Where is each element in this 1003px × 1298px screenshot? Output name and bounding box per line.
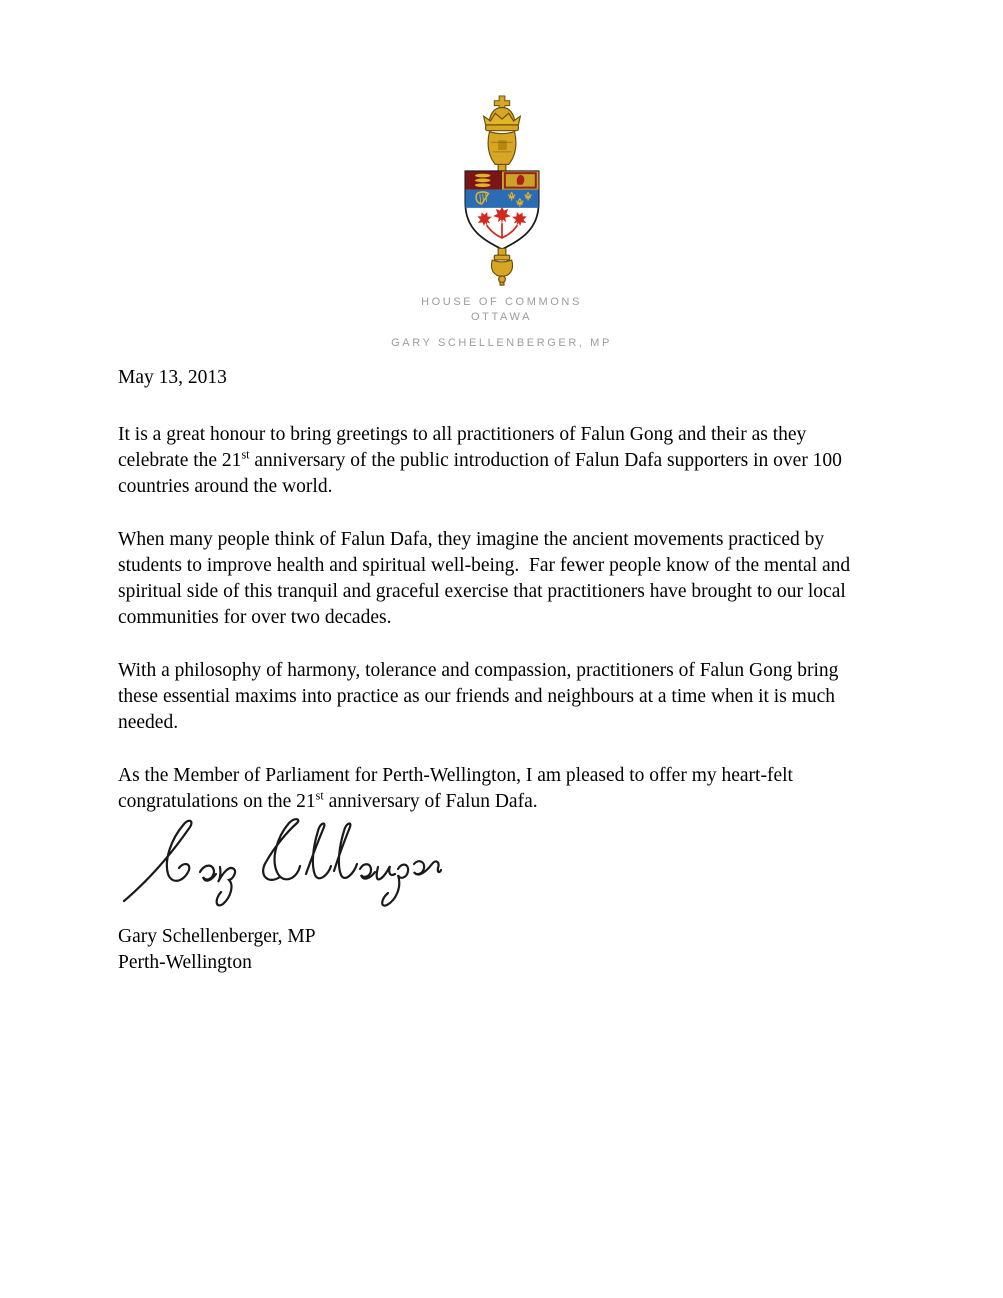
ordinal-superscript: st <box>241 447 250 462</box>
paragraph-1-text-cont: anniversary of the public introduction of Falun Dafa supporters in over 100 countries around the world. <box>118 450 847 497</box>
letterhead-institution: HOUSE OF COMMONS <box>421 296 582 308</box>
signatory-name: Gary Schellenberger, MP <box>118 926 316 947</box>
ordinal-superscript: st <box>315 788 324 803</box>
signature-image <box>120 817 866 909</box>
paragraph-4-text: As the Member of Parliament for Perth-Wellington, I am pleased to offer my heart-felt congratulations on the 21 <box>118 765 798 812</box>
paragraph-1 <box>118 422 866 500</box>
shield <box>465 171 538 249</box>
house-of-commons-crest-icon <box>0 94 1003 287</box>
mace-head <box>488 132 516 173</box>
closing-block <box>118 924 866 976</box>
paragraph-3-text: With a philosophy of harmony, tolerance and compassion, practitioners of Falun Gong bring these essential maxims into practice as our friends and neighbours at a time when it is much needed. <box>118 660 844 733</box>
paragraph-1-text: It is a great honour to bring greetings to all practitioners of Falun Gong and their as they celebrate the 21 <box>118 424 812 471</box>
letter-date: May 13, 2013 <box>118 367 227 388</box>
letterhead <box>0 94 1003 350</box>
paragraph-4-text-cont: anniversary of Falun Dafa. <box>323 791 538 812</box>
paragraph-2-text: When many people think of Falun Dafa, they imagine the ancient movements practiced by students to improve health and spiritual well-being. Far fewer people know of the mental and spiritual side of this tranquil and graceful exercise that practitioners have brought to our local communities for over two decades. <box>118 529 856 628</box>
paragraph-4 <box>118 763 866 815</box>
signatory-riding: Perth-Wellington <box>118 952 252 973</box>
letterhead-member-name: GARY SCHELLENBERGER, MP <box>391 337 612 349</box>
letter-body <box>118 365 866 976</box>
letterhead-city: OTTAWA <box>470 311 533 323</box>
crown-icon <box>483 108 520 131</box>
mace-pommel <box>491 248 512 285</box>
paragraph-2 <box>118 527 866 631</box>
paragraph-3 <box>118 658 866 736</box>
